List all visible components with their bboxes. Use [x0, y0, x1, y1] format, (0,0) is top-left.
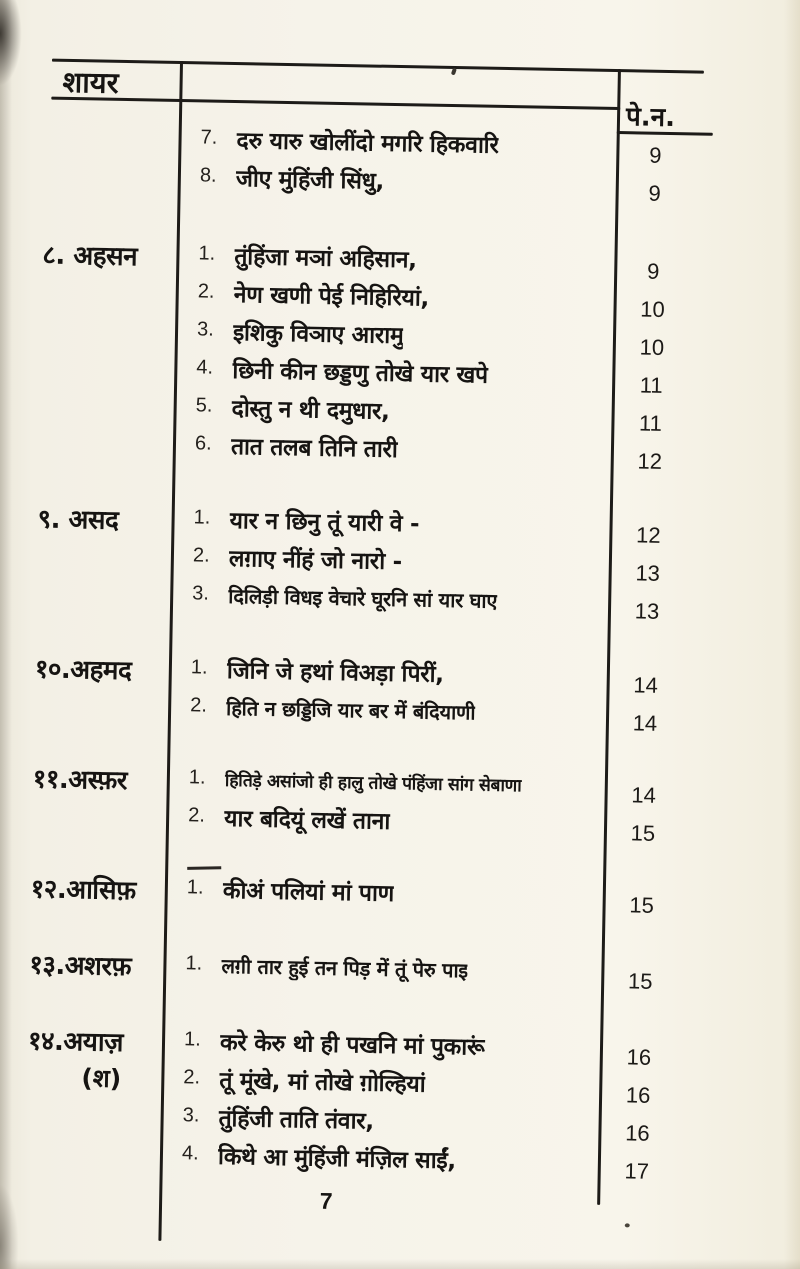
- item-number: 2.: [190, 694, 208, 717]
- item-number: 4.: [196, 356, 214, 379]
- item-page: 10: [640, 296, 666, 322]
- item-number: 4.: [181, 1142, 199, 1165]
- item-text: लग़ाए नींहं जो नारो -: [228, 545, 403, 576]
- item-text: तात तलब तिनि तारी: [230, 434, 398, 464]
- item-number: 5.: [195, 394, 213, 417]
- item-page: 16: [625, 1082, 651, 1108]
- item-page: 14: [633, 672, 659, 698]
- poet-subname: (श): [81, 1063, 122, 1094]
- item-page: 12: [637, 448, 663, 474]
- item-number: 6.: [194, 432, 212, 455]
- poet-section: [0, 867, 745, 919]
- item-page: 15: [627, 968, 653, 994]
- item-text: हितिड़े असांजो ही हालु तोखे पंहिंजा सांग सेबाणा: [224, 770, 522, 797]
- item-page: 16: [624, 1120, 650, 1146]
- item-page: 11: [639, 372, 663, 398]
- poet-section: [0, 117, 759, 207]
- item-text: यार बदियूं लखें ताना: [223, 805, 391, 835]
- page-edge-shadow-right: [784, 0, 800, 1269]
- item-page: 15: [629, 892, 655, 918]
- item-number: 3.: [182, 1104, 200, 1127]
- item-number: 3.: [192, 582, 210, 605]
- toc-row: [0, 867, 745, 919]
- item-text: कीअं पलियां मां पाण: [222, 877, 395, 908]
- item-page: 12: [635, 522, 661, 548]
- item-text: दोस्तु न थी दमुधार,: [231, 396, 390, 425]
- item-text: तुंहिंजी ताति तंवार,: [218, 1105, 375, 1135]
- poet-name: ११.अस्फ़र: [32, 764, 128, 797]
- item-number: 1.: [183, 1028, 201, 1051]
- item-number: 1.: [193, 506, 211, 529]
- item-page: 16: [626, 1044, 652, 1070]
- item-page: 13: [634, 598, 660, 624]
- table-border-top: [52, 59, 704, 74]
- poet-column-header: शायर: [62, 64, 119, 100]
- item-text: इशिकु विञाए आरामु: [232, 320, 404, 350]
- item-number: 2.: [183, 1066, 201, 1089]
- item-text: दिलिड़ी विधइ वेचारे घूरनि सां यार घाए: [228, 583, 498, 613]
- poet-name: १०.अहमद: [34, 654, 132, 687]
- table-border-under-poet-header: [51, 97, 620, 110]
- item-text: जिनि जे हथां विअड़ा पिरीं,: [226, 657, 444, 688]
- item-number: 8.: [199, 164, 217, 187]
- item-page: 9: [648, 180, 662, 206]
- poet-section: [0, 233, 757, 475]
- item-text: करे केरु थो ही पखनि मां पुकारूं: [219, 1029, 485, 1061]
- page-edge-shadow-left: [0, 0, 12, 1269]
- page-number-column-header: पे.न.: [625, 102, 676, 134]
- item-text: किथे आ मुंहिंजी मंज़िल साईं,: [217, 1143, 457, 1175]
- item-text: यार न छिनु तूं यारी वे -: [229, 507, 420, 538]
- item-page: 13: [635, 560, 661, 586]
- item-page: 14: [632, 710, 658, 736]
- item-number: 1.: [188, 766, 206, 789]
- item-text: तुंहिंजा मञां अहिसान,: [234, 244, 417, 274]
- poet-name: १३.अशरफ़: [29, 950, 132, 983]
- item-text: दरु यारु खोलींदो मगरि हिकवारि: [236, 128, 499, 159]
- item-text: लग़ी तार हुई तन पिड़ में तूं पेरु पाइ: [221, 953, 469, 983]
- item-number: 1.: [186, 876, 204, 899]
- page-corner-shadow-bottom-left: [0, 1139, 28, 1269]
- item-text: तूं मूंखे, मां तोखे ग़ोल्हियां: [219, 1067, 426, 1098]
- item-text: छिनी कीन छड्डणु तोखे यार खपे: [232, 358, 489, 389]
- poet-section: [0, 757, 747, 847]
- toc-row: [0, 943, 744, 995]
- item-text: हिति न छड्डिजि यार बर में बंदियाणी: [225, 695, 476, 725]
- item-page: 17: [624, 1158, 650, 1184]
- item-text: नेण खणी पेई निहिरियां,: [233, 282, 430, 312]
- item-number: 1.: [190, 656, 208, 679]
- item-number: 3.: [196, 318, 214, 341]
- poet-section: [0, 647, 749, 737]
- item-number: 1.: [198, 242, 216, 265]
- poet-section: [0, 943, 744, 995]
- item-number: 2.: [187, 804, 206, 827]
- poet-name: १४.अयाज़: [27, 1026, 124, 1059]
- item-page: 15: [630, 820, 656, 846]
- item-number: 1.: [185, 952, 203, 975]
- item-page: 10: [639, 334, 665, 360]
- item-page: 9: [649, 142, 662, 168]
- scan-artifact-speck: [625, 1223, 630, 1227]
- item-text: जीए मुंहिंजी सिंधु,: [235, 166, 385, 195]
- item-page: 9: [646, 258, 660, 284]
- item-number: 7.: [200, 126, 218, 149]
- page-edge-shadow-bottom: [0, 1259, 800, 1269]
- scan-artifact-mark: [451, 68, 457, 76]
- item-page: 11: [638, 410, 663, 436]
- item-number: 2.: [192, 544, 210, 567]
- page-corner-shadow-top-left: [0, 0, 34, 120]
- poet-section: [0, 1019, 742, 1185]
- item-page: 14: [631, 782, 657, 808]
- toc-rows: [0, 117, 759, 1185]
- poet-name: ८. अहसन: [42, 240, 138, 273]
- poet-name: ९. असद: [37, 504, 119, 536]
- poet-name: १२.आसिफ़: [30, 874, 136, 907]
- scan-artifact-line: [187, 866, 221, 870]
- poet-section: [0, 497, 752, 625]
- item-number: 2.: [197, 280, 215, 303]
- footer-page-number: 7: [319, 1187, 333, 1214]
